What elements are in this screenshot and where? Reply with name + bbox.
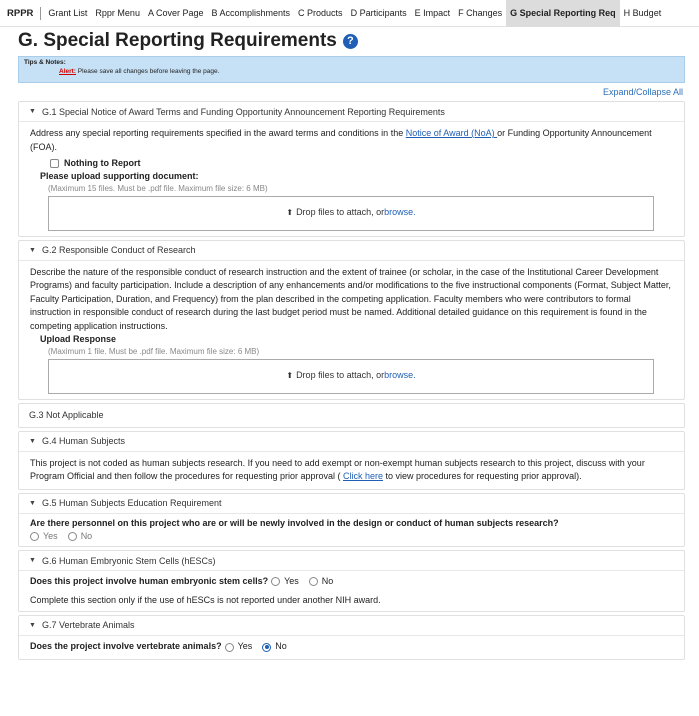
g2-drop-text: Drop files to attach, or	[296, 370, 385, 381]
nav-changes[interactable]: F Changes	[458, 7, 503, 18]
g7-no-radio[interactable]	[262, 643, 271, 652]
g4-text-before: This project is not coded as human subjects research. If you need to add exempt or non-exempt human subjects research to this project, discuss with your Program Official and then follow the procedures for requesting prior approval (	[30, 457, 645, 481]
g2-description: Describe the nature of the responsible conduct of research instruction and the extent of trainee (or scholar, in the case of the Institutional Career Development Programs) and faculty participation. Include a description of any enhancements and/or modifications to the five instructional components (Format, Subject Matter, Faculty Participation, Duration, and Frequency) from the plan described in the competing application. Faculty members who were contributors to formal instruction in responsible conduct of research during the last budget period must be named. Additional detailed guidance on this requirement is found in the competing application instructions.	[30, 266, 671, 331]
g2-browse-link[interactable]: browse.	[384, 370, 416, 381]
g2-upload-label: Upload Response	[40, 334, 117, 344]
g7-question: Does the project involve vertebrate animals?	[30, 641, 222, 652]
nav-special-reporting[interactable]: G Special Reporting Req	[506, 0, 620, 27]
caret-down-icon: ▼	[29, 499, 36, 507]
tips-notes-box	[18, 56, 685, 83]
notice-of-award-link[interactable]: Notice of Award (NoA)	[405, 128, 498, 138]
section-g4-header[interactable]	[19, 432, 684, 452]
g1-file-dropzone[interactable]	[48, 196, 654, 231]
section-g5-title: G.5 Human Subjects Education Requirement	[41, 498, 222, 508]
section-g6-header[interactable]	[19, 551, 684, 571]
g6-no-radio[interactable]	[309, 577, 318, 586]
click-here-link[interactable]: Click here	[343, 471, 384, 481]
section-g5-header[interactable]	[19, 494, 684, 514]
nothing-to-report-row	[50, 157, 674, 170]
page-title-text: G. Special Reporting Requirements	[18, 30, 337, 51]
nav-rppr-menu[interactable]: Rppr Menu	[95, 7, 140, 18]
upload-icon: ⬆	[286, 208, 294, 218]
section-g1	[18, 101, 685, 237]
g5-no-label: No	[80, 530, 93, 541]
tips-alert	[24, 68, 679, 75]
g6-note: Complete this section only if the use of hESCs is not reported under another NIH award.	[30, 595, 381, 605]
section-g2	[18, 240, 685, 400]
section-g4-body	[19, 452, 684, 489]
g6-question: Does this project involve human embryonic stem cells?	[30, 575, 269, 586]
g4-text-after: to view procedures for requesting prior approval).	[383, 471, 582, 481]
section-g3-header[interactable]	[19, 404, 684, 427]
g5-radio-group	[30, 530, 674, 543]
nav-participants[interactable]: D Participants	[350, 7, 407, 18]
g2-file-dropzone[interactable]	[48, 359, 654, 394]
nothing-to-report-checkbox[interactable]	[50, 159, 59, 168]
section-g7-title: G.7 Vertebrate Animals	[41, 620, 135, 630]
g7-question-row	[30, 641, 674, 654]
g6-no-label: No	[321, 575, 334, 586]
caret-down-icon: ▼	[29, 437, 36, 445]
g6-yes-radio[interactable]	[271, 577, 280, 586]
g6-yes-label: Yes	[284, 575, 299, 586]
caret-down-icon: ▼	[29, 246, 36, 254]
g5-yes-label: Yes	[43, 530, 58, 541]
g1-upload-label: Please upload supporting document:	[40, 171, 199, 181]
section-g5-body	[19, 514, 684, 547]
section-g2-title: G.2 Responsible Conduct of Research	[41, 245, 196, 255]
section-g7-header[interactable]	[19, 616, 684, 636]
alert-text: Please save all changes before leaving the page.	[77, 68, 220, 75]
section-g3-title: G.3 Not Applicable	[29, 410, 104, 420]
g5-no-radio[interactable]	[68, 532, 77, 541]
section-g1-body	[19, 122, 684, 236]
section-g7-body	[19, 636, 684, 659]
g1-text-after: or Funding Opportunity Announcement (FOA).	[30, 128, 652, 152]
nav-grant-list[interactable]: Grant List	[48, 7, 88, 18]
section-g4	[18, 431, 685, 490]
tips-title: Tips & Notes:	[24, 59, 66, 66]
section-g7	[18, 615, 685, 660]
nav-cover-page[interactable]: A Cover Page	[147, 7, 204, 18]
g1-description	[30, 127, 674, 154]
nav-accomplishments[interactable]: B Accomplishments	[211, 7, 291, 18]
help-icon[interactable]: ?	[343, 34, 358, 49]
section-g4-title: G.4 Human Subjects	[41, 436, 125, 446]
section-g2-header[interactable]	[19, 241, 684, 261]
g7-no-label: No	[275, 641, 287, 652]
section-g6	[18, 550, 685, 612]
brand-label[interactable]: RPPR	[7, 7, 41, 20]
nav-budget[interactable]: H Budget	[623, 7, 662, 18]
g7-yes-radio[interactable]	[225, 643, 234, 652]
nav-products[interactable]: C Products	[298, 7, 343, 18]
caret-down-icon: ▼	[29, 108, 36, 115]
g7-yes-label: Yes	[237, 641, 253, 652]
g5-yes-radio[interactable]	[30, 532, 39, 541]
top-navigation	[0, 0, 699, 27]
caret-down-icon: ▼	[29, 557, 36, 564]
section-g5	[18, 493, 685, 548]
g1-drop-text: Drop files to attach, or	[296, 207, 385, 218]
caret-down-icon: ▼	[29, 621, 36, 629]
section-g6-title: G.6 Human Embryonic Stem Cells (hESCs)	[41, 555, 216, 566]
section-g2-body	[19, 261, 684, 399]
g2-upload-hint: (Maximum 1 file. Must be .pdf file. Maximum file size: 6 MB)	[48, 346, 260, 356]
section-g1-title: G.1 Special Notice of Award Terms and Funding Opportunity Announcement Reporting Requirements	[41, 106, 445, 117]
expand-collapse-all-link[interactable]: Expand/Collapse All	[602, 87, 683, 97]
section-g6-body	[19, 571, 684, 611]
upload-icon: ⬆	[286, 371, 294, 381]
g5-question: Are there personnel on this project who are or will be newly involved in the design or conduct of human subjects research?	[30, 517, 559, 528]
g1-text-before: Address any special reporting requirements specified in the award terms and conditions in the	[30, 128, 406, 138]
section-g1-header[interactable]	[19, 102, 684, 122]
section-g3	[18, 403, 685, 428]
nothing-to-report-label: Nothing to Report	[64, 157, 141, 168]
g6-question-row	[30, 575, 674, 588]
nav-impact[interactable]: E Impact	[414, 7, 451, 18]
alert-label: Alert:	[59, 68, 76, 75]
g1-browse-link[interactable]: browse.	[384, 207, 416, 218]
page-title	[18, 29, 699, 53]
g1-upload-hint: (Maximum 15 files. Must be .pdf file. Maximum file size: 6 MB)	[48, 183, 268, 193]
g4-description	[30, 457, 674, 484]
